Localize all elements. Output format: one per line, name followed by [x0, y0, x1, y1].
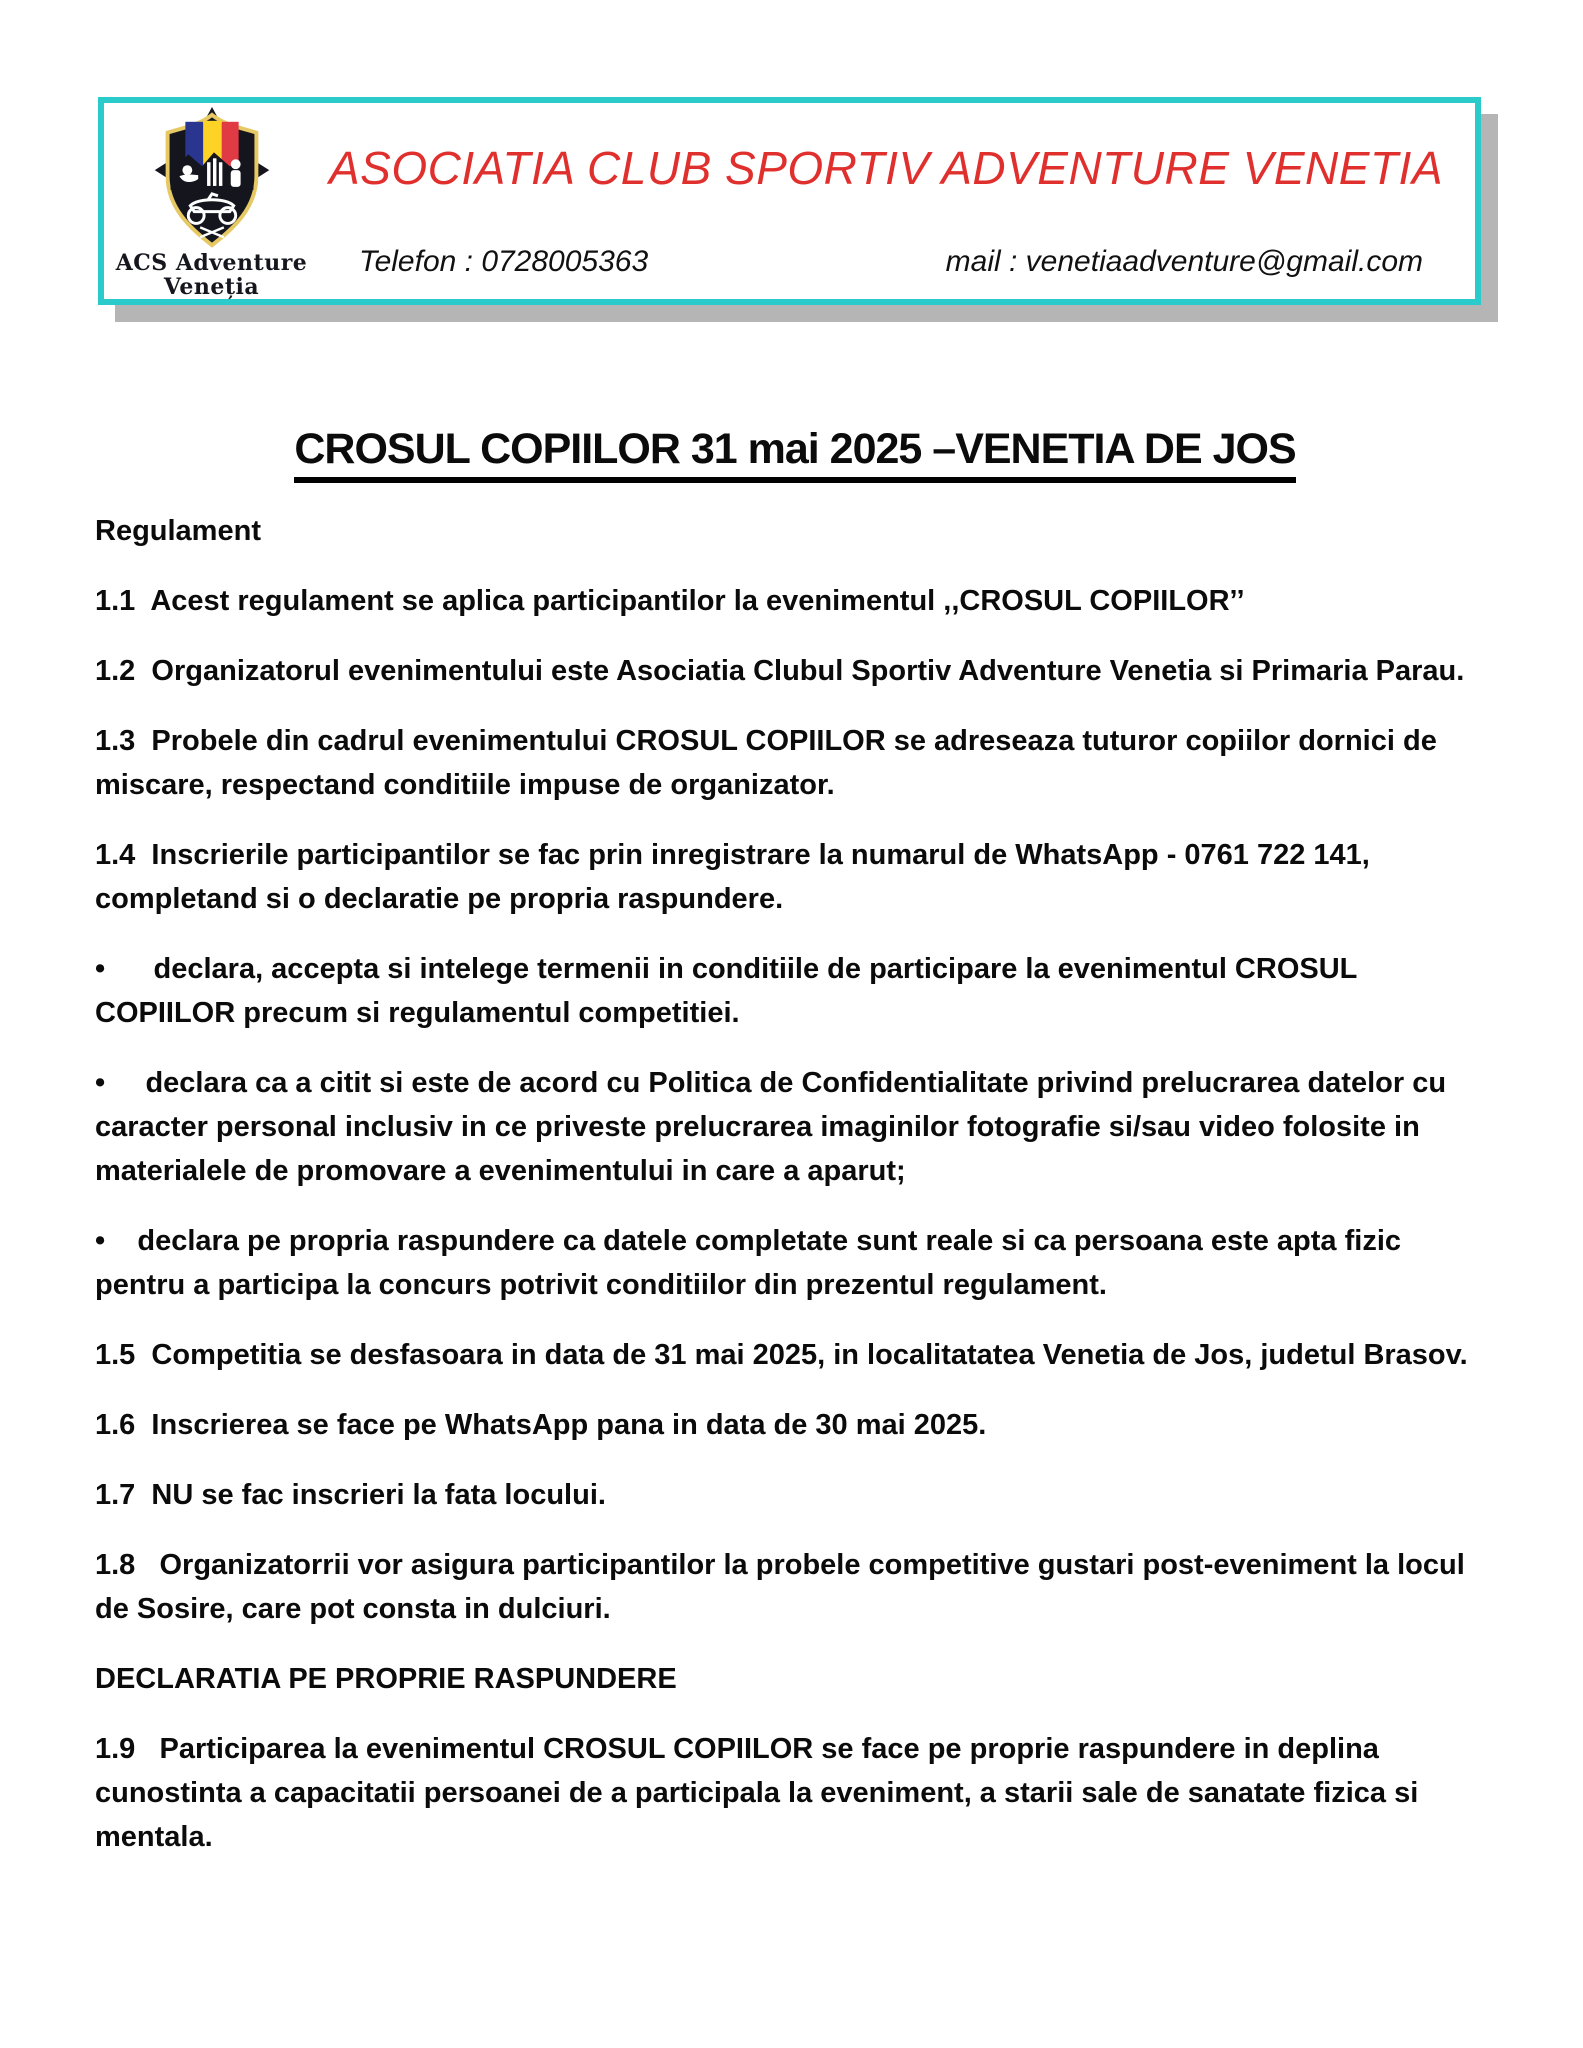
regulation-paragraph: 1.5 Competitia se desfasoara in data de 31 mai 2025, in localitatatea Venetia de Jos, judetul Brasov.	[95, 1339, 1468, 1371]
section-heading: Regulament	[95, 515, 261, 547]
section-heading: DECLARATIA PE PROPRIE RASPUNDERE	[95, 1663, 677, 1695]
regulation-paragraph: 1.4 Inscrierile participantilor se fac prin inregistrare la numarul de WhatsApp - 0761 722 141, completand si o declaratie pe propria raspundere.	[95, 839, 1378, 915]
club-header-text	[319, 103, 1513, 299]
regulation-paragraph: 1.7 NU se fac inscrieri la fata locului.	[95, 1479, 606, 1511]
regulation-paragraph: 1.9 Participarea la evenimentul CROSUL COPIILOR se face pe proprie raspundere in deplina cunostinta a capacitatii persoanei de a participala la eveniment, a starii sale de sanatate fizica si mentala.	[95, 1733, 1427, 1853]
bullet-paragraph: • declara ca a citit si este de acord cu Politica de Confidentialitate privind prelucrarea datelor cu caracter personal inclusiv in ce priveste prelucrarea imaginilor fotografie si/sau video folosite in materialele de promovare a evenimentului in care a aparut;	[95, 1067, 1455, 1187]
regulation-text	[95, 509, 1495, 1859]
phone-label: Telefon : 0728005363	[359, 245, 649, 278]
club-logo-block	[104, 103, 319, 299]
regulation-paragraph: 1.6 Inscrierea se face pe WhatsApp pana in data de 30 mai 2025.	[95, 1409, 987, 1441]
club-logo-caption-line2: Veneția	[163, 274, 260, 300]
club-logo-icon	[128, 107, 296, 255]
org-name: ASOCIATIA CLUB SPORTIV ADVENTURE VENETIA	[329, 142, 1444, 194]
bullet-paragraph: • declara pe propria raspundere ca datele completate sunt reale si ca persoana este apta fizic pentru a participa la concurs potrivit conditiilor din prezentul regulament.	[95, 1225, 1410, 1301]
document-title	[95, 425, 1495, 483]
email-label: mail : venetiaadventure@gmail.com	[945, 245, 1424, 278]
regulation-paragraph: 1.3 Probele din cadrul evenimentului CROSUL COPIILOR se adreseaza tuturor copiilor dornici de miscare, respectand conditiile impuse de organizator.	[95, 725, 1445, 801]
club-header-card	[98, 97, 1481, 305]
document-title-text: CROSUL COPIILOR 31 mai 2025 –VENETIA DE JOS	[294, 425, 1295, 483]
regulation-paragraph: 1.8 Organizatorrii vor asigura participantilor la probele competitive gustari post-eveniment la locul de Sosire, care pot consta in dulciuri.	[95, 1549, 1473, 1625]
club-logo-caption	[116, 251, 308, 299]
contact-row	[329, 245, 1443, 279]
regulation-document	[95, 425, 1495, 1885]
club-logo-caption-line1: ACS Adventure	[115, 250, 308, 276]
bullet-paragraph: • declara, accepta si intelege termenii in conditiile de participare la evenimentul CROSUL COPIILOR precum si regulamentul competitiei.	[95, 953, 1365, 1029]
regulation-paragraph: 1.1 Acest regulament se aplica participantilor la evenimentul ,,CROSUL COPIILOR’’	[95, 585, 1245, 617]
regulation-paragraph: 1.2 Organizatorul evenimentului este Asociatia Clubul Sportiv Adventure Venetia si Primaria Parau.	[95, 655, 1465, 687]
